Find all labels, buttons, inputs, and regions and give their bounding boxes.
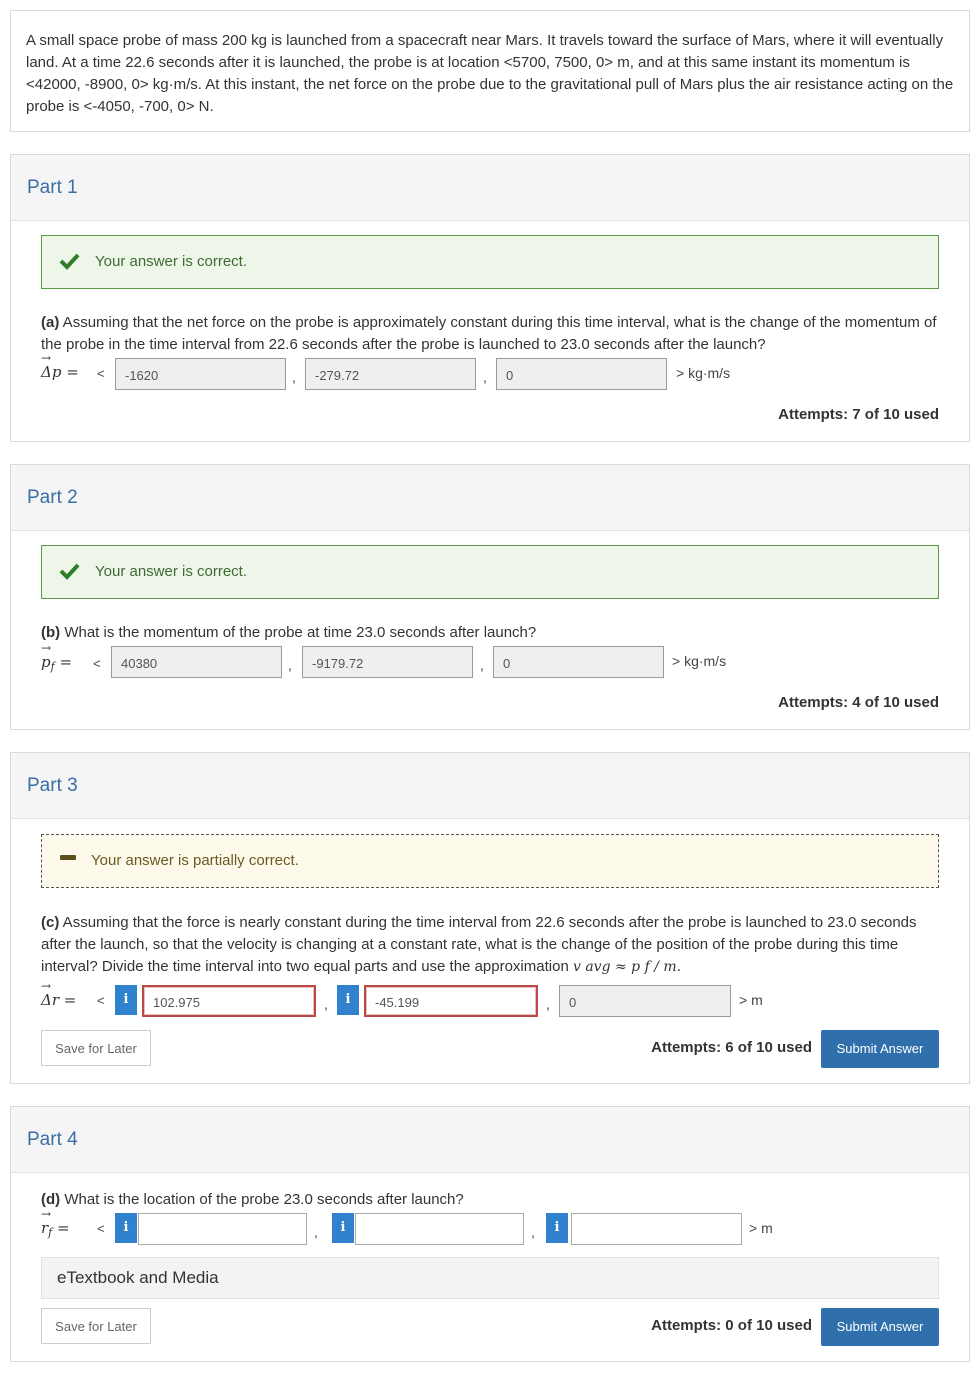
part-1-header — [11, 155, 969, 221]
eq-sign: = — [66, 363, 79, 381]
attempts-counter: Attempts: 4 of 10 used — [778, 694, 939, 711]
question-label: (c) — [41, 914, 60, 931]
approximation-formula: v avg ≈ p f / m. — [572, 959, 682, 975]
part-1 — [10, 154, 970, 442]
checkmark-icon — [58, 560, 80, 582]
question-c — [41, 912, 941, 978]
eq-sign: = — [63, 991, 77, 1009]
info-icon[interactable]: i — [115, 1213, 137, 1243]
comma: , — [288, 657, 292, 673]
save-for-later-button[interactable]: Save for Later — [41, 1308, 151, 1344]
attempts-counter: Attempts: 6 of 10 used — [651, 1039, 812, 1056]
save-for-later-button[interactable]: Save for Later — [41, 1030, 151, 1066]
eq-sign: = — [59, 653, 73, 671]
question-label: (b) — [41, 624, 61, 641]
feedback-correct — [41, 545, 939, 599]
eq-symbol: → p — [41, 653, 51, 671]
question-label: (a) — [41, 314, 60, 331]
question-label: (d) — [41, 1191, 61, 1208]
part-2-header — [11, 465, 969, 531]
answer-z-field[interactable]: 0 — [496, 358, 667, 390]
feedback-message: Your answer is correct. — [95, 563, 248, 580]
submit-answer-button[interactable]: Submit Answer — [821, 1030, 939, 1068]
question-text: What is the location of the probe 23.0 seconds after launch? — [60, 1191, 464, 1208]
feedback-partial — [41, 834, 939, 888]
unit-label: > kg·m/s — [676, 365, 731, 381]
equation-label — [41, 1219, 70, 1237]
comma: , — [324, 996, 328, 1012]
answer-z-field[interactable]: 0 — [559, 985, 731, 1017]
feedback-message: Your answer is partially correct. — [91, 852, 299, 869]
question-a — [41, 312, 941, 356]
question-d — [41, 1189, 941, 1211]
info-icon[interactable]: i — [332, 1213, 354, 1243]
part-title: Part 4 — [27, 1129, 78, 1150]
info-icon[interactable]: i — [115, 985, 137, 1015]
etextbook-media-link[interactable]: eTextbook and Media — [41, 1257, 939, 1299]
eq-subscript: f — [48, 1226, 53, 1239]
problem-statement — [10, 10, 970, 132]
feedback-message: Your answer is correct. — [95, 253, 248, 270]
question-text: Assuming that the net force on the probe is approximately constant during this time interval, what is the change of the momentum of the probe in the time interval from 22.6 seconds after the probe is launched to 23.0 seconds after the launch? — [41, 314, 937, 353]
part-2 — [10, 464, 970, 730]
part-3-header — [11, 753, 969, 819]
eq-symbol: → Δr — [41, 991, 59, 1009]
answer-z-field[interactable]: 0 — [493, 646, 664, 678]
answer-y-field[interactable]: -279.72 — [305, 358, 476, 390]
answer-x-field[interactable]: -1620 — [115, 358, 286, 390]
info-icon[interactable]: i — [546, 1213, 568, 1243]
feedback-correct — [41, 235, 939, 289]
answer-x-field[interactable] — [138, 1213, 307, 1245]
partial-dash-icon — [60, 855, 76, 860]
part-title: Part 2 — [27, 487, 78, 508]
eq-symbol: → Δp — [41, 363, 61, 381]
problem-text: A small space probe of mass 200 kg is launched from a spacecraft near Mars. It travels toward the surface of Mars, where it will eventually land. At a time 22.6 seconds after it is launched, the probe is at location <5700, 7500, 0> m, and at this same instant its momentum is <42000, -8900, 0> kg·m/s. At this instant, the net force on the probe due to the gravitational pull of Mars plus the air resistance acting on the probe is <-4050, -700, 0> N. — [26, 32, 954, 115]
attempts-counter: Attempts: 0 of 10 used — [651, 1317, 812, 1334]
open-bracket: < — [93, 656, 101, 671]
open-bracket: < — [97, 993, 105, 1008]
part-4 — [10, 1106, 970, 1362]
eq-symbol: → r — [41, 1219, 48, 1237]
eq-sign: = — [57, 1219, 70, 1237]
answer-y-field[interactable]: -9179.72 — [302, 646, 473, 678]
answer-y-field[interactable] — [355, 1213, 524, 1245]
question-text: What is the momentum of the probe at time 23.0 seconds after launch? — [60, 624, 537, 641]
unit-label: > m — [749, 1220, 773, 1236]
comma: , — [292, 369, 296, 385]
comma: , — [483, 369, 487, 385]
answer-z-field[interactable] — [571, 1213, 742, 1245]
unit-label: > m — [739, 992, 763, 1008]
answer-x-field[interactable]: 40380 — [111, 646, 282, 678]
answer-y-field[interactable]: -45.199 — [364, 985, 538, 1017]
submit-answer-button[interactable]: Submit Answer — [821, 1308, 939, 1346]
question-b — [41, 622, 941, 644]
answer-x-field[interactable]: 102.975 — [142, 985, 316, 1017]
open-bracket: < — [97, 366, 105, 381]
part-title: Part 3 — [27, 775, 78, 796]
comma: , — [546, 996, 550, 1012]
attempts-counter: Attempts: 7 of 10 used — [778, 406, 939, 423]
comma: , — [314, 1224, 318, 1240]
comma: , — [480, 657, 484, 673]
comma: , — [531, 1224, 535, 1240]
part-3 — [10, 752, 970, 1084]
equation-label — [41, 363, 79, 381]
question-text: Assuming that the force is nearly constant during the time interval from 22.6 seconds after the probe is launched to 23.0 seconds after the launch, so that the velocity is changing at a constant rate, what is the change of the position of the probe during this time interval? Divide the time interval into two equal parts and use the approximation — [41, 914, 917, 975]
checkmark-icon — [58, 250, 80, 272]
equation-label — [41, 653, 72, 671]
equation-label — [41, 991, 76, 1009]
eq-subscript: f — [50, 660, 55, 673]
unit-label: > kg·m/s — [672, 653, 727, 669]
info-icon[interactable]: i — [337, 985, 359, 1015]
part-4-header — [11, 1107, 969, 1173]
part-title: Part 1 — [27, 177, 78, 198]
open-bracket: < — [97, 1221, 105, 1236]
